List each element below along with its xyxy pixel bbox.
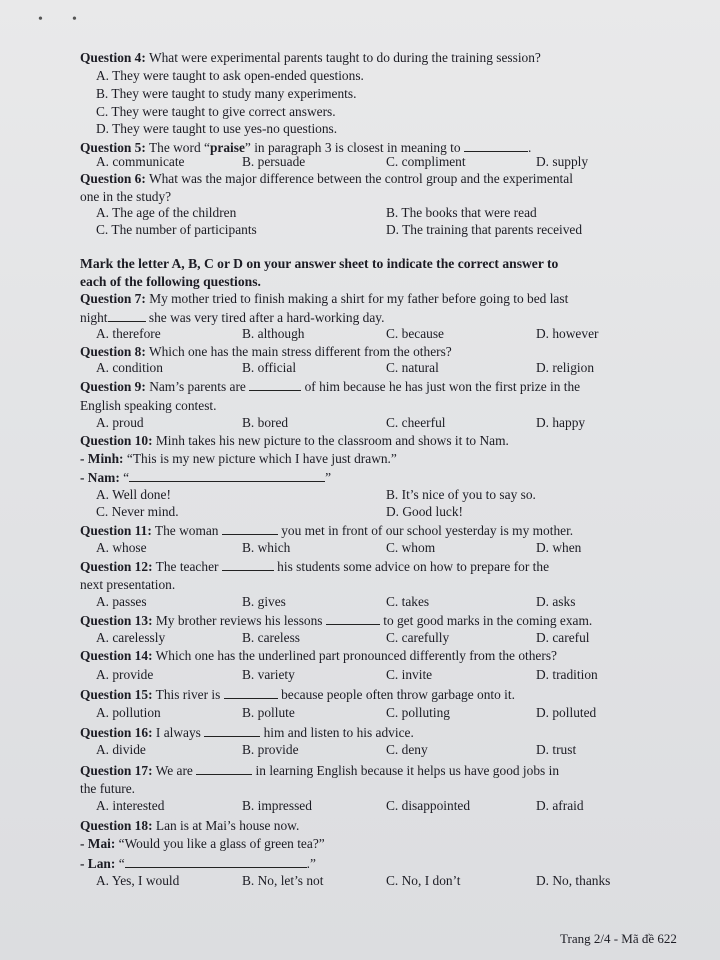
- option-d: D. supply: [536, 154, 589, 169]
- option-c: C. Never mind.: [96, 504, 179, 519]
- option-d: D. happy: [536, 415, 586, 430]
- option-b: B. gives: [242, 594, 286, 609]
- option-d: D. tradition: [536, 667, 598, 682]
- option-c: C. disappointed: [386, 798, 471, 813]
- question-14: [80, 648, 557, 664]
- option-d: D. however: [536, 326, 599, 341]
- question-label: Question 12:: [80, 559, 153, 574]
- options-row: [96, 705, 696, 721]
- option-b: B. The books that were read: [386, 205, 537, 220]
- option-c: C. invite: [386, 667, 433, 682]
- option-c: C. The number of participants: [96, 222, 257, 237]
- question-label: Question 13:: [80, 613, 153, 628]
- option-b: B. persuade: [242, 154, 306, 169]
- question-label: Question 7:: [80, 291, 146, 306]
- option-d: D. polluted: [536, 705, 597, 720]
- quoted-word: praise: [209, 140, 245, 155]
- question-4: [80, 50, 541, 66]
- question-16: Question 16: I always him and listen to his advice.: [80, 725, 414, 740]
- question-label: Question 16:: [80, 725, 153, 740]
- question-label: Question 9:: [80, 379, 146, 394]
- option-c: C. carefully: [386, 630, 450, 645]
- question-label: Question 4:: [80, 50, 146, 65]
- options-row: [96, 504, 696, 520]
- question-10: [80, 433, 509, 449]
- answer-blank: [464, 139, 528, 152]
- question-label: Question 14:: [80, 648, 153, 663]
- option-d: D. when: [536, 540, 582, 555]
- options-row: [96, 742, 696, 758]
- option-a: A. carelessly: [96, 630, 166, 645]
- question-text-cont: next presentation.: [80, 577, 176, 592]
- option-c: C. because: [386, 326, 445, 341]
- answer-blank: [129, 469, 325, 482]
- question-6: [80, 171, 573, 187]
- question-text: Lan is at Mai’s house now.: [152, 818, 300, 833]
- option-c: C. compliment: [386, 154, 466, 169]
- options-row: [96, 630, 696, 646]
- question-text: Which one has the underlined part pronounced differently from the others?: [152, 648, 557, 663]
- option-a: A. passes: [96, 594, 147, 609]
- options-row: [96, 326, 696, 342]
- question-label: Question 5:: [80, 140, 146, 155]
- options-row: [96, 360, 696, 376]
- option-a: A. They were taught to ask open-ended questions.: [96, 68, 364, 83]
- option-a: A. Yes, I would: [96, 873, 180, 888]
- page-mark: •: [38, 12, 43, 27]
- answer-blank: [326, 612, 380, 625]
- option-b: B. variety: [242, 667, 295, 682]
- question-label: Question 17:: [80, 763, 153, 778]
- option-a: A. therefore: [96, 326, 161, 341]
- option-c: C. whom: [386, 540, 436, 555]
- option-c: C. takes: [386, 594, 430, 609]
- question-12: Question 12: The teacher his students some advice on how to prepare for the: [80, 559, 550, 574]
- question-11: Question 11: The woman you met in front of our school yesterday is my mother.: [80, 523, 574, 538]
- option-a: A. condition: [96, 360, 163, 375]
- options-row: [96, 415, 696, 431]
- dialogue-nam: - Nam: “ ”: [80, 470, 332, 485]
- options-row: [96, 222, 696, 238]
- question-13: Question 13: My brother reviews his lessons to get good marks in the coming exam.: [80, 613, 593, 628]
- option-d: D. The training that parents received: [386, 222, 583, 237]
- option-a: A. proud: [96, 415, 144, 430]
- answer-blank: [196, 762, 252, 775]
- page-mark: •: [72, 12, 77, 27]
- options-row: [96, 154, 696, 170]
- option-d: D. asks: [536, 594, 576, 609]
- question-label: Question 10:: [80, 433, 153, 448]
- option-a: A. pollution: [96, 705, 161, 720]
- dialogue-mai: - Mai: “Would you like a glass of green tea?”: [80, 836, 325, 851]
- options-row: [96, 667, 696, 683]
- option-b: B. impressed: [242, 798, 312, 813]
- options-row: [96, 540, 696, 556]
- dialogue-minh: - Minh: “This is my new picture which I have just drawn.”: [80, 451, 397, 466]
- option-c: C. natural: [386, 360, 439, 375]
- option-a: A. communicate: [96, 154, 185, 169]
- options-row: [96, 487, 696, 503]
- question-5: Question 5: The word “praise” in paragraph 3 is closest in meaning to .: [80, 140, 532, 155]
- speaker-label: - Minh:: [80, 451, 124, 466]
- option-d: D. They were taught to use yes-no questions.: [96, 121, 338, 136]
- question-text: My mother tried to finish making a shirt for my father before going to bed last: [145, 291, 569, 306]
- instruction-line: each of the following questions.: [80, 274, 261, 289]
- option-b: B. provide: [242, 742, 299, 757]
- question-label: Question 6:: [80, 171, 146, 186]
- answer-blank: [224, 686, 278, 699]
- option-c: C. No, I don’t: [386, 873, 461, 888]
- option-b: B. which: [242, 540, 291, 555]
- speaker-label: - Nam:: [80, 470, 120, 485]
- question-label: Question 18:: [80, 818, 153, 833]
- instruction-line: Mark the letter A, B, C or D on your answer sheet to indicate the correct answer to: [80, 256, 559, 271]
- option-c: C. cheerful: [386, 415, 446, 430]
- option-d: D. religion: [536, 360, 595, 375]
- option-b: B. bored: [242, 415, 289, 430]
- option-d: D. No, thanks: [536, 873, 611, 888]
- dialogue-lan: - Lan: “ .”: [80, 856, 316, 871]
- option-b: B. No, let’s not: [242, 873, 324, 888]
- option-b: B. official: [242, 360, 297, 375]
- question-text-cont: one in the study?: [80, 189, 172, 204]
- speaker-label: - Mai:: [80, 836, 116, 851]
- option-a: A. whose: [96, 540, 147, 555]
- question-text-cont: English speaking contest.: [80, 398, 217, 413]
- question-label: Question 11:: [80, 523, 152, 538]
- options-row: [96, 594, 696, 610]
- options-row: [96, 798, 696, 814]
- options-row: [96, 873, 696, 889]
- option-d: D. careful: [536, 630, 590, 645]
- option-b: B. They were taught to study many experiments.: [96, 86, 357, 101]
- option-d: D. afraid: [536, 798, 584, 813]
- option-b: B. pollute: [242, 705, 295, 720]
- answer-blank: [222, 558, 274, 571]
- option-b: B. It’s nice of you to say so.: [386, 487, 536, 502]
- question-text: Minh takes his new picture to the classroom and shows it to Nam.: [152, 433, 509, 448]
- option-b: B. careless: [242, 630, 301, 645]
- question-15: Question 15: This river is because people often throw garbage onto it.: [80, 687, 515, 702]
- option-a: A. provide: [96, 667, 154, 682]
- answer-blank: [125, 855, 307, 868]
- question-label: Question 15:: [80, 687, 153, 702]
- option-d: D. trust: [536, 742, 577, 757]
- answer-blank: [108, 309, 146, 322]
- question-label: Question 8:: [80, 344, 146, 359]
- option-c: C. polluting: [386, 705, 450, 720]
- question-17: Question 17: We are in learning English because it helps us have good jobs in: [80, 763, 560, 778]
- page-footer: Trang 2/4 - Mã đề 622: [560, 931, 677, 946]
- question-text-cont: night she was very tired after a hard-working day.: [80, 310, 385, 325]
- option-c: C. They were taught to give correct answers.: [96, 104, 336, 119]
- option-a: A. Well done!: [96, 487, 171, 502]
- option-c: C. deny: [386, 742, 428, 757]
- question-text: What were experimental parents taught to do during the training session?: [145, 50, 541, 65]
- question-9: Question 9: Nam’s parents are of him because he has just won the first prize in the: [80, 379, 581, 394]
- question-8: [80, 344, 452, 360]
- question-18: [80, 818, 299, 834]
- question-text: What was the major difference between the control group and the experimental: [145, 171, 573, 186]
- question-text-cont: the future.: [80, 781, 136, 796]
- option-d: D. Good luck!: [386, 504, 463, 519]
- options-row: [96, 205, 696, 221]
- question-7: [80, 291, 568, 307]
- option-b: B. although: [242, 326, 305, 341]
- question-text: Which one has the main stress different from the others?: [145, 344, 452, 359]
- answer-blank: [204, 724, 260, 737]
- option-a: A. interested: [96, 798, 165, 813]
- answer-blank: [222, 522, 278, 535]
- option-a: A. divide: [96, 742, 146, 757]
- option-a: A. The age of the children: [96, 205, 237, 220]
- speaker-label: - Lan:: [80, 856, 116, 871]
- answer-blank: [249, 378, 301, 391]
